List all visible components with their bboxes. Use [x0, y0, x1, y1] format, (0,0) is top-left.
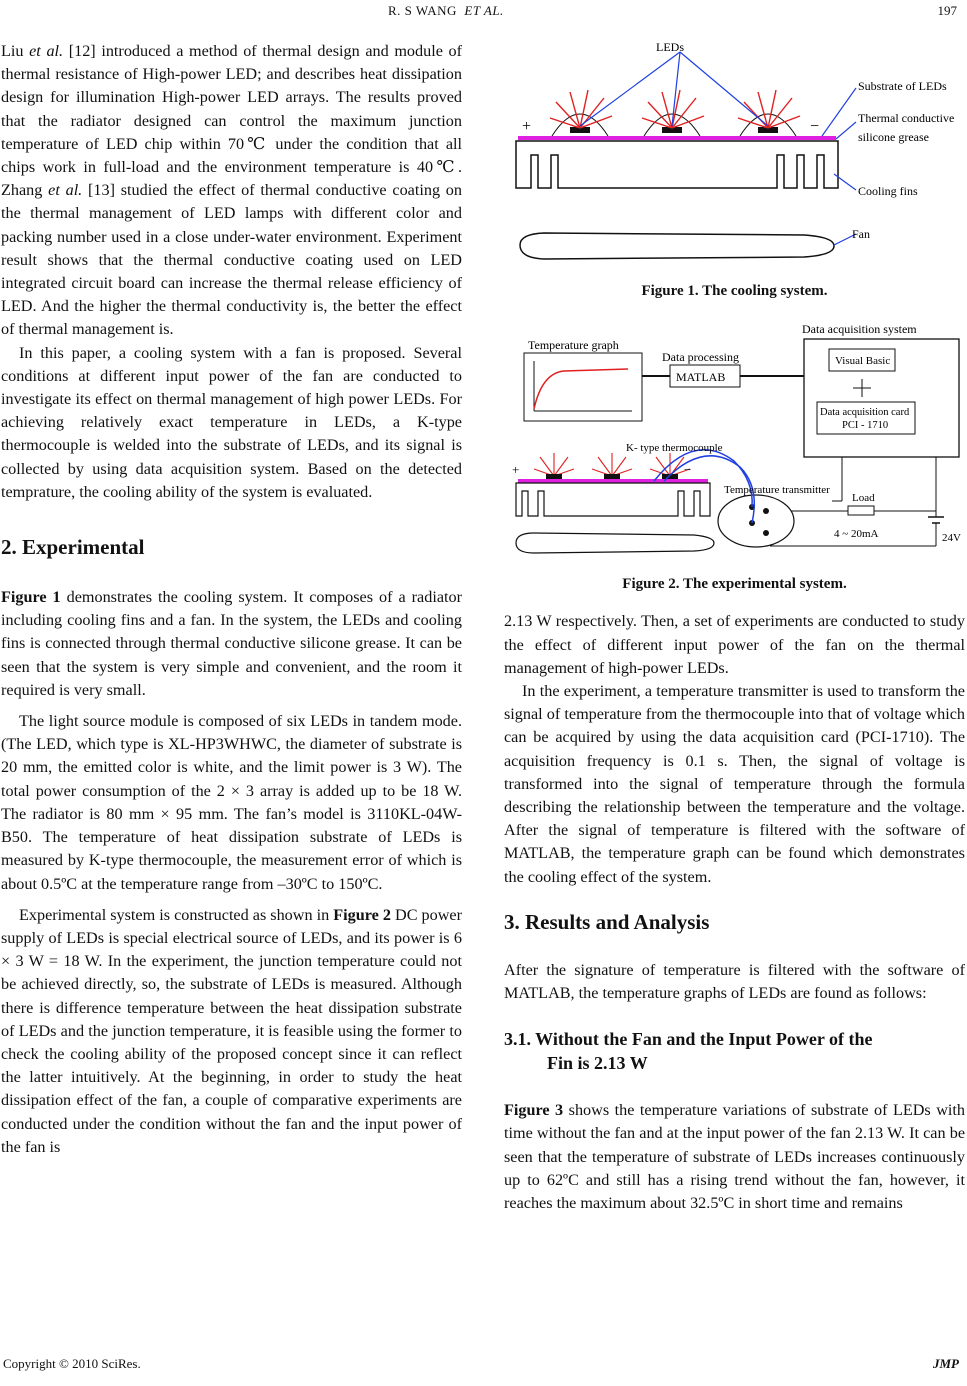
label-daq-system: Data acquisition system	[802, 322, 917, 337]
label-pci: PCI - 1710	[842, 420, 889, 432]
right-column	[504, 40, 965, 1215]
plus-sign: +	[522, 118, 532, 135]
label-data-processing: Data processing	[662, 350, 739, 365]
label-leds: LEDs	[656, 40, 684, 54]
label-fan: Fan	[852, 227, 870, 241]
section-heading-experimental: 2. Experimental	[1, 535, 145, 560]
label-voltage: 24V	[942, 532, 961, 545]
figure-1	[504, 40, 965, 272]
transmitter-shape	[718, 495, 794, 547]
paragraph-transmitter: In the experiment, a temperature transmitter is used to transform the signal of temperature from the thermocouple into that of voltage which can be acquired by using the data acquisition card (PCI-1710). The acquisition frequency is 0.1 s. Then, the signal of voltage is transformed into the signal of temperature through the formula describing the relationship between the temperature and the voltage. After the signal of temperature is filtered with the software of MATLAB, the temperature graph can be found which demonstrates the cooling effect of the system.	[504, 682, 965, 886]
running-title: R. S WANG ET AL.	[388, 3, 504, 18]
paragraph-related-work: Liu et al. [12] introduced a method of thermal design and module of thermal resistance of High-power LED; and describes heat dissipation design for illumination High-power LED arrays. The results proved that the radiator designed can control the maximum junction temperature of LED chip within 70℃ under the condition that all chips work in full-load and the environment temperature is 40℃. Zhang et al. [13] studied the effect of thermal conductive coating on the thermal management of LED lamps with different color and packing number used in a close under-water environment. Experiment result shows that the thermal conductive coating used on LED integrated circuit board can increase the thermal release efficiency of LED. And the higher the thermal conductivity is, the better the effect of thermal management is.	[1, 42, 463, 339]
figure2-ref[interactable]: Figure 2	[333, 905, 391, 924]
heat-sink-small	[516, 483, 710, 516]
paragraph-figure3: Figure 3 shows the temperature variations of substrate of LEDs with time without the fan and at the input power of the fan 2.13 W. It can be seen that the temperature of substrate of LEDs increases continuously up to 62ºC and still has a rising trend without the fan, however, it reaches the maximum about 32.5ºC in short time and remains	[504, 1101, 966, 1213]
minus-sign-2: −	[684, 462, 692, 478]
paragraph-continuation: 2.13 W respectively. Then, a set of experiments are conducted to study the effect of different input power of the fan on the thermal management of high-power LEDs.	[504, 612, 965, 677]
paragraph-results-intro: After the signature of temperature is filtered with the software of MATLAB, the temperature graphs of LEDs are found as follows:	[504, 960, 965, 1003]
page-number: 197	[937, 3, 957, 18]
plus-sign-2: +	[512, 462, 520, 478]
figure-1-diagram	[504, 40, 965, 272]
label-temperature-graph: Temperature graph	[528, 338, 619, 353]
label-grease-2: silicone grease	[858, 130, 929, 144]
label-visual-basic: Visual Basic	[835, 355, 891, 368]
label-thermocouple: K- type thermocouple	[626, 442, 723, 455]
copyright: Copyright © 2010 SciRes.	[3, 1356, 141, 1371]
label-load: Load	[852, 492, 875, 505]
left-column	[1, 40, 462, 1159]
journal-abbrev: JMP	[933, 1356, 959, 1371]
label-transmitter: Temperature transmitter	[724, 484, 830, 497]
label-substrate: Substrate of LEDs	[858, 79, 947, 93]
figure-2	[504, 311, 965, 561]
subsection-heading-3-1: 3.1. Without the Fan and the Input Power of the Fin is 2.13 W	[504, 1029, 873, 1074]
paragraph-light-source: The light source module is composed of six LEDs in tandem mode. (The LED, which type is XL-HP3WHWC, the diameter of substrate is 20 mm, the emitted color is white, and the limit power is 3 W). The total power consumption of the 2 × 3 array is added up to be 18 W. The radiator is 80 mm × 95 mm. The fan’s model is 3110KL-04W-B50. The temperature of heat dissipation substrate of LEDs is measured by K-type thermocouple, the measurement error of which is about 0.5ºC at the temperature range from –30ºC to 150ºC.	[1, 712, 462, 893]
label-current: 4 ~ 20mA	[834, 528, 879, 541]
section-heading-results: 3. Results and Analysis	[504, 909, 710, 934]
figure-1-caption: Figure 1. The cooling system.	[641, 283, 828, 299]
label-cooling-fins: Cooling fins	[858, 184, 918, 198]
fan-shape	[520, 233, 834, 259]
paragraph-experimental-system: Experimental system is constructed as shown in Figure 2 DC power supply of LEDs is special electrical source of LEDs, and its power is 6 × 3 W = 18 W. In the experiment, the junction temperature could not be achieved directly, so, the substrate of LEDs is measured. Although there is difference temperature between the heat dissipation substrate of LEDs and the junction temperature, it is feasible using the former to check the cooling ability of the proposed concept since it can reflect the latter intuitively. At the beginning, in order to study the heat dissipation effect of the fan, a couple of comparative experiments are conducted under the condition without the fan and the input power of the fan is	[1, 905, 462, 1156]
light-rays-small	[534, 453, 690, 476]
load-resistor	[848, 506, 874, 515]
running-header	[0, 3, 967, 25]
label-matlab: MATLAB	[676, 370, 726, 385]
heat-sink	[516, 141, 838, 188]
label-daq-card: Data acquisition card	[820, 407, 910, 419]
minus-sign: −	[810, 118, 820, 135]
figure1-ref[interactable]: Figure 1	[1, 588, 61, 607]
paragraph-proposal: In this paper, a cooling system with a fan is proposed. Several conditions at different input power of the fan are conducted to investigate its effect on thermal management of high power LEDs. For achieving relatively exact temperature in LEDs, a K-type thermocouple is welded into the substrate of LEDs, and its signal is collected by using data acquisition system. Based on the detected temprature, the cooling ability of the system is evaluated.	[1, 343, 462, 501]
figure3-ref[interactable]: Figure 3	[504, 1101, 564, 1120]
label-grease-1: Thermal conductive	[858, 111, 955, 125]
fan-small	[516, 533, 714, 553]
figure-2-diagram	[504, 311, 965, 561]
paragraph-figure1-description: Figure 1 demonstrates the cooling system. It composes of a radiator including cooling fins and a fan. In the system, the LEDs and cooling fins is connected through thermal conductive silicone grease. It can be seen that the system is very simple and convenient, and the room it required is very small.	[1, 588, 462, 699]
grease-layer	[518, 136, 836, 140]
figure-2-caption: Figure 2. The experimental system.	[622, 576, 847, 593]
